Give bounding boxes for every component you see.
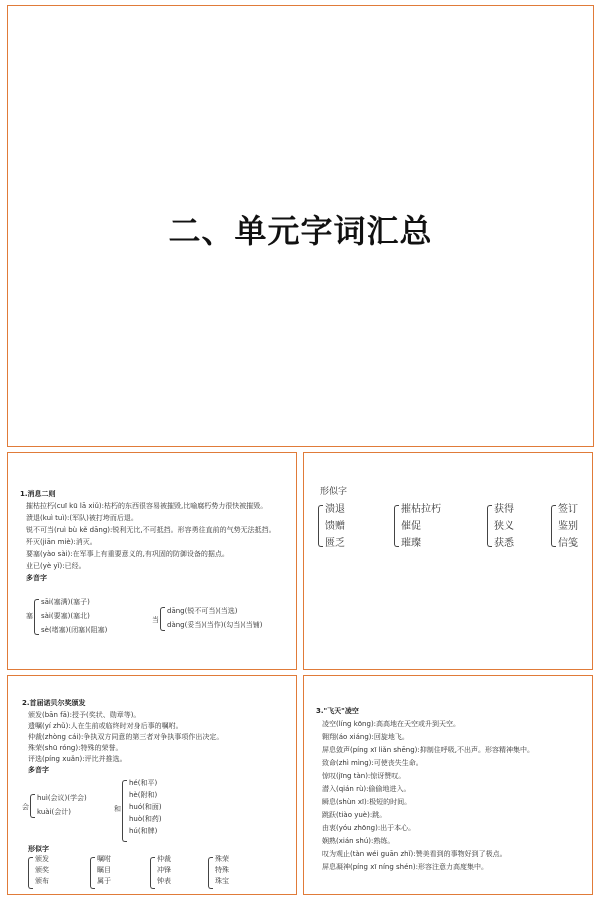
vocab-line: 叹为观止(tàn wéi guān zhǐ):赞美看到的事物好到了极点。 [322,850,507,858]
section-heading: 2.首届诺贝尔奖颁发 [22,699,86,707]
vocab-line: 颁发(bān fā):授予(奖状、勋章等)。 [28,711,141,719]
polyphone-reading: hé(和平) [129,779,158,787]
similar-heading: 形似字 [28,845,49,853]
polyphone-reading: kuài(会计) [37,808,71,816]
section-heading: 1.消息二则 [20,490,56,498]
brace [34,599,39,635]
vocab-line: 致命(zhì mìng):可使丧失生命。 [322,759,423,767]
polyphone-heading: 多音字 [28,766,49,774]
similar-word: 摧枯拉朽 [401,504,441,515]
brace [150,857,155,889]
slide-title-text: 二、单元字词汇总 [168,212,433,250]
polyphone-reading: hú(和牌) [129,827,158,835]
polyphone-reading: sè(堵塞)(闭塞)(阻塞) [41,626,108,634]
vocab-line: 锐不可当(ruì bù kě dāng):锐利无比,不可抵挡。形容勇往直前的气势无法抵挡。 [26,526,276,534]
vocab-line: 歼灭(jiān miè):消灭。 [26,538,97,546]
vocab-line: 屏息敛声(píng xī liǎn shēng):抑制住呼吸,不出声。形容精神集中。 [322,746,534,754]
polyphone-char: 和 [114,805,121,813]
brace [90,857,95,889]
similar-word: 瞩目 [97,866,111,874]
similar-word: 获得 [494,504,514,515]
similar-word: 鉴别 [558,521,578,532]
slide-title [7,5,594,447]
similar-word: 签订 [558,504,578,515]
brace [394,505,399,547]
similar-word: 催促 [401,521,421,532]
polyphone-reading: huó(和面) [129,803,162,811]
polyphone-char: 塞 [26,612,33,620]
similar-word: 获悉 [494,538,514,549]
similar-word: 颁奖 [35,866,49,874]
polyphone-heading: 多音字 [26,574,47,582]
polyphone-reading: sāi(塞满)(塞子) [41,598,90,606]
similar-word: 钟表 [157,877,171,885]
brace [28,857,33,889]
slide-vocab-nobel [7,675,297,895]
similar-word: 馈赠 [325,521,345,532]
slide-vocab-news [7,452,297,670]
similar-word: 嘱咐 [97,855,111,863]
polyphone-char: 会 [22,803,29,811]
vocab-line: 由衷(yóu zhōng):出于本心。 [322,824,416,832]
brace [551,505,556,547]
section-heading: 形似字 [320,487,348,497]
vocab-line: 业已(yè yǐ):已经。 [26,562,86,570]
similar-word: 信笺 [558,538,578,549]
similar-word: 狭义 [494,521,514,532]
vocab-line: 要塞(yào sài):在军事上有重要意义的,有巩固的防御设备的据点。 [26,550,229,558]
polyphone-reading: dàng(妥当)(当作)(勾当)(当铺) [167,621,263,629]
similar-word: 属于 [97,877,111,885]
section-heading: 3."飞天"凌空 [316,707,359,715]
similar-word: 匮乏 [325,538,345,549]
similar-word: 殊荣 [215,855,229,863]
brace [318,505,323,547]
brace [160,607,165,631]
vocab-line: 遗嘱(yí zhǔ):人在生前或临终时对身后事的嘱咐。 [28,722,183,730]
polyphone-reading: huò(和药) [129,815,162,823]
vocab-line: 凌空(líng kōng):高高地在天空或升到天空。 [322,720,461,728]
similar-word: 冲锋 [157,866,171,874]
vocab-line: 跳跃(tiào yuè):跳。 [322,811,387,819]
slide-similar-chars [303,452,593,670]
vocab-line: 仲裁(zhòng cái):争执双方同意的第三者对争执事项作出决定。 [28,733,224,741]
vocab-line: 屏息凝神(píng xī níng shén):形容注意力高度集中。 [322,863,488,871]
brace [487,505,492,547]
vocab-line: 娴熟(xián shú):熟练。 [322,837,395,845]
polyphone-reading: dāng(锐不可当)(当选) [167,607,238,615]
vocab-line: 潜入(qián rù):偷偷地进入。 [322,785,411,793]
brace [122,780,127,842]
brace [30,794,35,818]
similar-word: 颁布 [35,877,49,885]
polyphone-char: 当 [152,616,159,624]
similar-word: 仲裁 [157,855,171,863]
polyphone-reading: hè(附和) [129,791,158,799]
vocab-line: 惊叹(jīng tàn):惊讶赞叹。 [322,772,406,780]
similar-word: 溃退 [325,504,345,515]
vocab-line: 翱翔(áo xiáng):回旋地飞。 [322,733,409,741]
vocab-line: 瞬息(shùn xī):极短的时间。 [322,798,412,806]
brace [208,857,213,889]
similar-word: 颁发 [35,855,49,863]
similar-word: 特殊 [215,866,229,874]
polyphone-reading: sài(要塞)(塞北) [41,612,90,620]
similar-word: 珠宝 [215,877,229,885]
vocab-line: 殊荣(shū róng):特殊的荣誉。 [28,744,123,752]
similar-word: 璀璨 [401,538,421,549]
polyphone-reading: huì(会议)(学会) [37,794,87,802]
vocab-line: 摧枯拉朽(cuī kū lā xiǔ):枯朽的东西很容易被摧毁,比喻腐朽势力很快被摧毁。 [26,502,268,510]
vocab-line: 评选(píng xuǎn):评比并推选。 [28,755,127,763]
slide-vocab-feitian [303,675,593,895]
vocab-line: 溃退(kuì tuì):(军队)被打垮而后退。 [26,514,138,522]
